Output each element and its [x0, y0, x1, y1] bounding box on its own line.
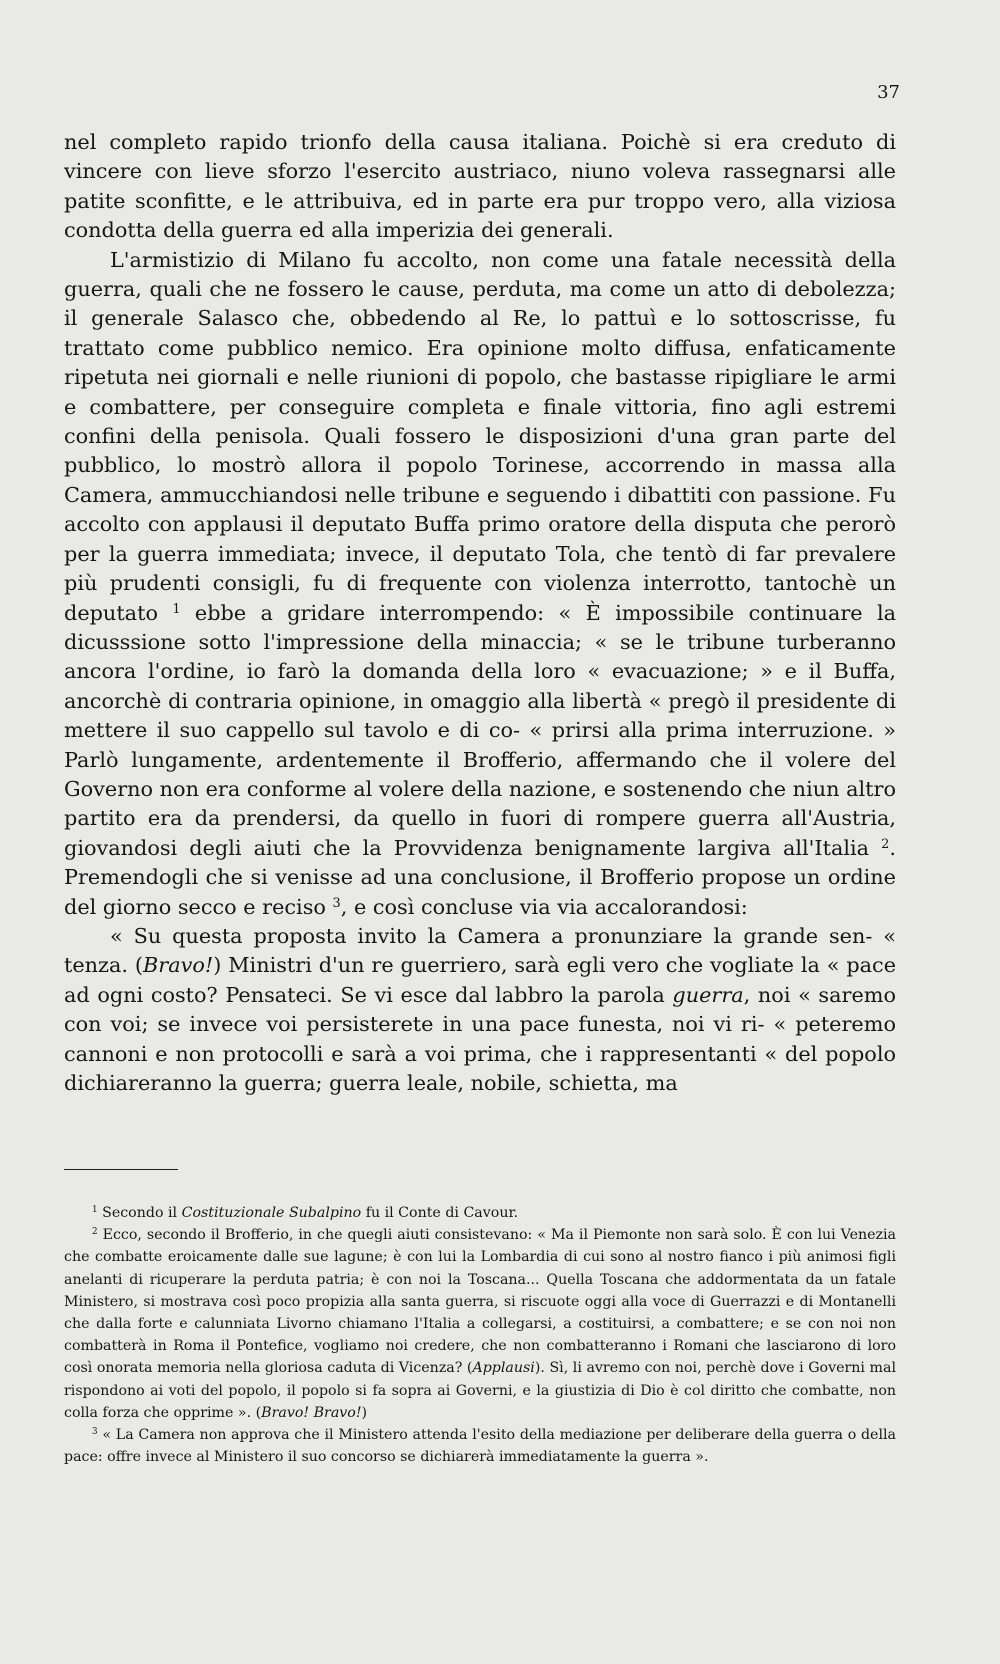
footnote-1	[64, 1202, 896, 1224]
footnote-italic: Applausi	[472, 1360, 535, 1377]
quote-italic: guerra	[672, 982, 744, 1007]
footnote-italic: Costituzionale Subalpino	[181, 1205, 362, 1221]
paragraph-text: , e così concluse via via accalorandosi:	[340, 894, 748, 919]
footnote-text: Ecco, secondo il Brofferio, in che quegli aiuti consistevano: « Ma il Piemonte non sarà solo. È con lui Venezia che combatte eroicamente dalle sue lagune; è con lui la Lombardia di cui sono al nostro fianco i più animosi figli anelanti di ricuperare la perduta patria; è con noi la Toscana... Quella Toscana che addormentata da un fatale Ministero, si mostrava così poco propizia alla santa guerra, si riscuote oggi alla voce di Guerrazzi e di Montanelli che dalla forte e calunniata Livorno chiamano l'Italia a collegarsi, a costituirsi, a combattere; e se con noi non combatterà in Roma il Pontefice, vogliamo noi credere, che non combatteranno i Romani che lasciarono di loro così onorata memoria nella gloriosa caduta di Vicenza? (	[64, 1227, 896, 1377]
footnote-3	[64, 1424, 896, 1468]
footnote-text: fu il Conte di Cavour.	[361, 1205, 519, 1221]
quote-text: ) Ministri d'un re guerriero, sarà egli vero che vogliate la « pace ad ogni costo? Pensateci. Se vi esce dal labbro la parola	[64, 953, 896, 1007]
footnote-italic: Bravo! Bravo!	[261, 1404, 362, 1421]
footnote-ref: 3	[332, 895, 341, 911]
footnote-divider	[64, 1169, 178, 1170]
paragraph-continued: nel completo rapido trionfo della causa italiana. Poichè si era creduto di vincere con lieve sforzo l'esercito austriaco, niuno voleva rassegnarsi alle patite sconfitte, e le attribuiva, ed in parte era pur troppo vero, alla viziosa condotta della guerra ed alla imperizia dei generali.	[64, 130, 896, 243]
quote-text: « Su questa proposta invito la Camera a pronunziare la grande sen- « tenza. (	[64, 923, 896, 978]
footnote-text: « La Camera non approva che il Ministero attenda l'esito della mediazione per deliberare della guerra o della pace: offre invece al Ministero il suo concorso se dichiarerà immediatamente la guerra ».	[64, 1427, 896, 1466]
footnote-ref: 2	[881, 836, 890, 852]
footnote-text: Secondo il	[102, 1205, 182, 1221]
footnote-mark: 3	[92, 1427, 98, 1438]
quotation-paragraph	[64, 922, 896, 1098]
footnote-text: )	[361, 1404, 368, 1421]
footnote-2	[64, 1224, 896, 1424]
quote-italic: Bravo!	[143, 953, 214, 978]
paragraph-text: L'armistizio di Milano fu accolto, non come una fatale necessità della guerra, quali che ne fossero le cause, perduta, ma come un atto di debolezza; il generale Salasco che, obbedendo al Re, lo pattuì e lo sottoscrisse, fu trattato come pubblico nemico. Era opinione molto diffusa, enfaticamente ripetuta nei giornali e nelle riunioni di popolo, che bastasse ripigliare le armi e combattere, per conseguire completa e finale vittoria, fino agli estremi confini della penisola. Quali fossero le disposizioni d'una gran parte del pubblico, lo mostrò allora il popolo Torinese, accorrendo in massa alla Camera, ammucchiandosi nelle tribune e seguendo i dibattiti con passione. Fu accolto con applausi il deputato Buffa primo oratore della disputa che perorò per la guerra immediata; invece, il deputato Tola, che tentò di far prevalere più prudenti consigli, fu di frequente con violenza interrotto, tantochè un deputato	[64, 247, 896, 625]
paragraph-armistice	[64, 246, 896, 922]
paragraph-text: ebbe a gridare interrompendo: « È impossibile continuare la dicusssione sotto l'impressione della minaccia; « se le tribune turberanno ancora l'ordine, io farò la domanda della loro « evacuazione; » e il Buffa, ancorchè di contraria opinione, in omaggio alla libertà « pregò il presidente di mettere il suo cappello sul tavolo e di co- « prirsi alla prima interruzione. » Parlò lungamente, ardentemente il Brofferio, affermando che il volere del Governo non era conforme al volere della nazione, e sostenendo che niun altro partito era da prendersi, da quello in fuori di rompere guerra all'Austria, giovandosi degli aiuti che la Provvidenza benignamente largiva all'Italia	[64, 600, 897, 860]
page-number: 37	[877, 82, 900, 103]
paragraph-text: . Premendogli che si venisse ad una conclusione, il Brofferio propose un ordine del giorno secco e reciso	[64, 835, 896, 919]
footnote-text: ). Sì, li avremo con noi, perchè dove i Governi mal rispondono ai voti del popolo, il popolo si fa sopra ai Governi, e la giustizia di Dio è col diritto che combatte, non colla forza che opprime ». (	[64, 1360, 896, 1421]
footnote-mark: 2	[92, 1227, 98, 1238]
quote-text: , noi « saremo con voi; se invece voi persisterete in una pace funesta, noi vi ri- « peteremo cannoni e non protocolli e sarà a voi prima, che i rappresentanti « del popolo dichiareranno la guerra; guerra leale, nobile, schietta, ma	[64, 982, 896, 1095]
footnotes	[64, 1202, 896, 1468]
footnote-mark: 1	[92, 1205, 98, 1216]
main-text	[64, 128, 896, 1098]
footnote-ref: 1	[172, 601, 181, 617]
